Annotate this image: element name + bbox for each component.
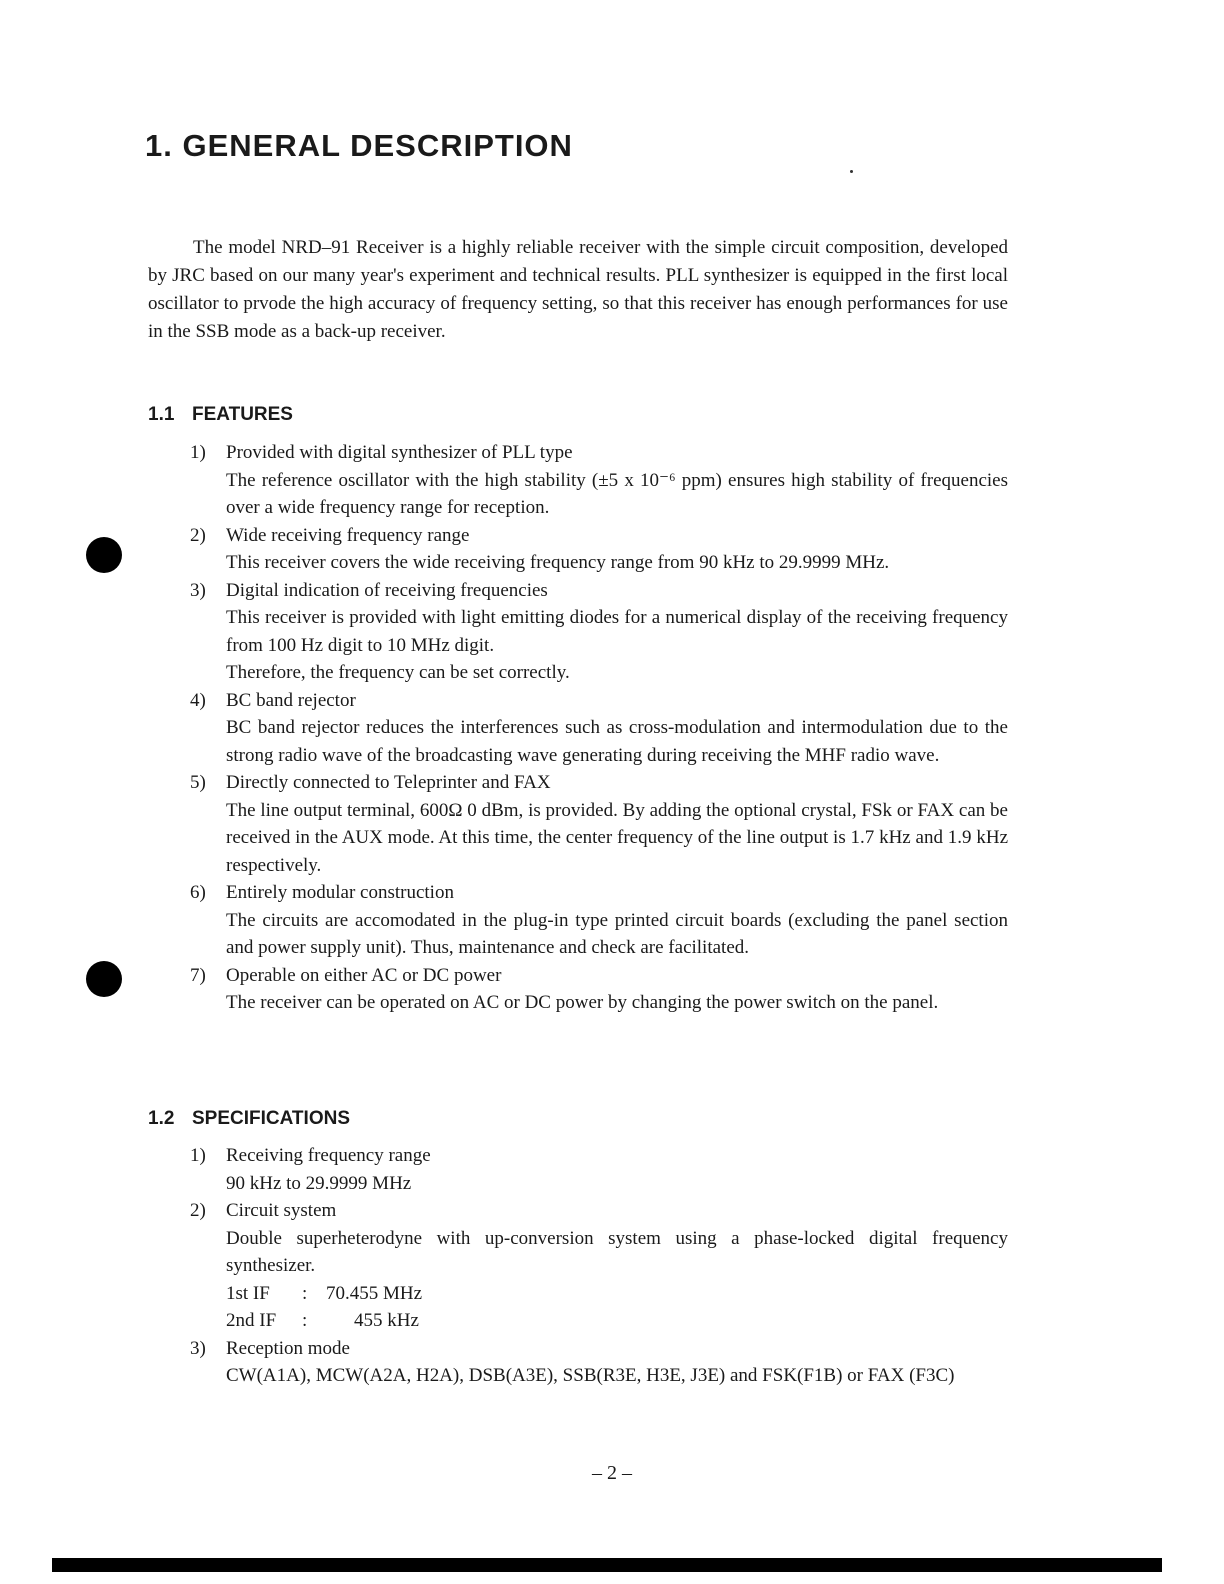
- intro-paragraph: The model NRD–91 Receiver is a highly reliable receiver with the simple circuit composition, developed by JRC based on our many year's experiment and technical results. PLL synthesizer is equipped in the first local oscillator to prvode the high accuracy of frequency setting, so that this receiver has enough performances for use in the SSB mode as a back-up receiver.: [148, 237, 1008, 342]
- item-text: BC band rejector reduces the interferences such as cross-modulation and intermodulation due to the strong radio wave of the broadcasting wave generating during receiving the MHF radio wave.: [226, 717, 1008, 766]
- item-title: BC band rejector: [226, 689, 356, 711]
- if-label: 2nd IF: [226, 1310, 277, 1331]
- item-text: 90 kHz to 29.9999 MHz: [226, 1172, 412, 1194]
- feature-item: [190, 769, 1008, 879]
- features-list: [190, 439, 1008, 1017]
- feature-item: [190, 577, 1008, 687]
- feature-item: [190, 439, 1008, 522]
- item-title: Circuit system: [226, 1200, 337, 1221]
- if-value: 455 kHz: [354, 1310, 419, 1331]
- item-number: 2): [190, 1200, 206, 1221]
- item-title: Receiving frequency range: [226, 1145, 431, 1166]
- item-text: The circuits are accomodated in the plug-in type printed circuit boards (excluding the panel section and power supply unit). Thus, maintenance and check are facilitated.: [226, 909, 1008, 958]
- item-title: Entirely modular construction: [226, 882, 454, 903]
- item-text: The line output terminal, 600Ω 0 dBm, is provided. By adding the optional crystal, FSk or FAX can be received in the AUX mode. At this time, the center frequency of the line output is 1.7 kHz and 1.9 kHz respectively.: [226, 799, 1008, 876]
- item-title: Directly connected to Teleprinter and FAX: [226, 772, 551, 793]
- if-row-2: [190, 1307, 1008, 1335]
- if-value: 70.455 MHz: [326, 1282, 423, 1304]
- item-text: The reference oscillator with the high stability (±5 x 10⁻⁶ ppm) ensures high stability of frequencies over a wide frequency range for reception.: [226, 469, 1008, 518]
- feature-item: [190, 522, 1008, 577]
- page-title: 1. GENERAL DESCRIPTION: [145, 128, 573, 163]
- item-text: This receiver is provided with light emitting diodes for a numerical display of the receiving frequency from 100 Hz digit to 10 MHz digit.: [226, 607, 1008, 656]
- item-text: This receiver covers the wide receiving frequency range from 90 kHz to 29.9999 MHz.: [226, 552, 890, 573]
- item-text: Double superheterodyne with up-conversion system using a phase-locked digital frequency synthesizer.: [226, 1227, 1008, 1276]
- item-text: The receiver can be operated on AC or DC power by changing the power switch on the panel.: [226, 992, 939, 1013]
- feature-item: [190, 962, 1008, 1017]
- item-number: 4): [190, 689, 206, 711]
- item-number: 1): [190, 1145, 206, 1166]
- spec-item: [190, 1197, 1008, 1335]
- spec-item: [190, 1142, 1008, 1197]
- punch-hole-top: [86, 537, 122, 573]
- item-number: 2): [190, 524, 206, 546]
- if-separator: :: [302, 1310, 308, 1331]
- features-heading: [148, 404, 293, 426]
- page-number: – 2 –: [592, 1462, 632, 1484]
- if-separator: :: [302, 1282, 308, 1304]
- item-text: CW(A1A), MCW(A2A, H2A), DSB(A3E), SSB(R3E, H3E, J3E) and FSK(F1B) or FAX (F3C): [226, 1365, 955, 1386]
- spec-item: [190, 1335, 1008, 1390]
- item-title: Digital indication of receiving frequencies: [226, 579, 548, 601]
- section-number: 1.1: [148, 404, 175, 425]
- item-title: Wide receiving frequency range: [226, 524, 470, 546]
- section-number: 1.2: [148, 1108, 175, 1129]
- item-text: Therefore, the frequency can be set correctly.: [226, 662, 570, 683]
- punch-hole-bottom: [86, 961, 122, 997]
- stray-mark: [850, 170, 853, 173]
- scan-edge-bar: [52, 1558, 1162, 1572]
- section-title: FEATURES: [192, 404, 293, 425]
- specifications-heading: [148, 1108, 350, 1130]
- item-title: Provided with digital synthesizer of PLL type: [226, 442, 573, 463]
- item-number: 3): [190, 579, 206, 601]
- item-title: Reception mode: [226, 1337, 350, 1359]
- section-title: SPECIFICATIONS: [192, 1108, 350, 1129]
- if-row-1: [190, 1280, 1008, 1308]
- item-number: 1): [190, 442, 206, 463]
- feature-item: [190, 879, 1008, 962]
- item-number: 5): [190, 772, 206, 793]
- if-label: 1st IF: [226, 1282, 270, 1304]
- item-number: 6): [190, 882, 206, 903]
- item-number: 7): [190, 964, 206, 986]
- specifications-list: [190, 1142, 1008, 1390]
- item-number: 3): [190, 1337, 206, 1359]
- item-title: Operable on either AC or DC power: [226, 964, 502, 986]
- feature-item: [190, 687, 1008, 770]
